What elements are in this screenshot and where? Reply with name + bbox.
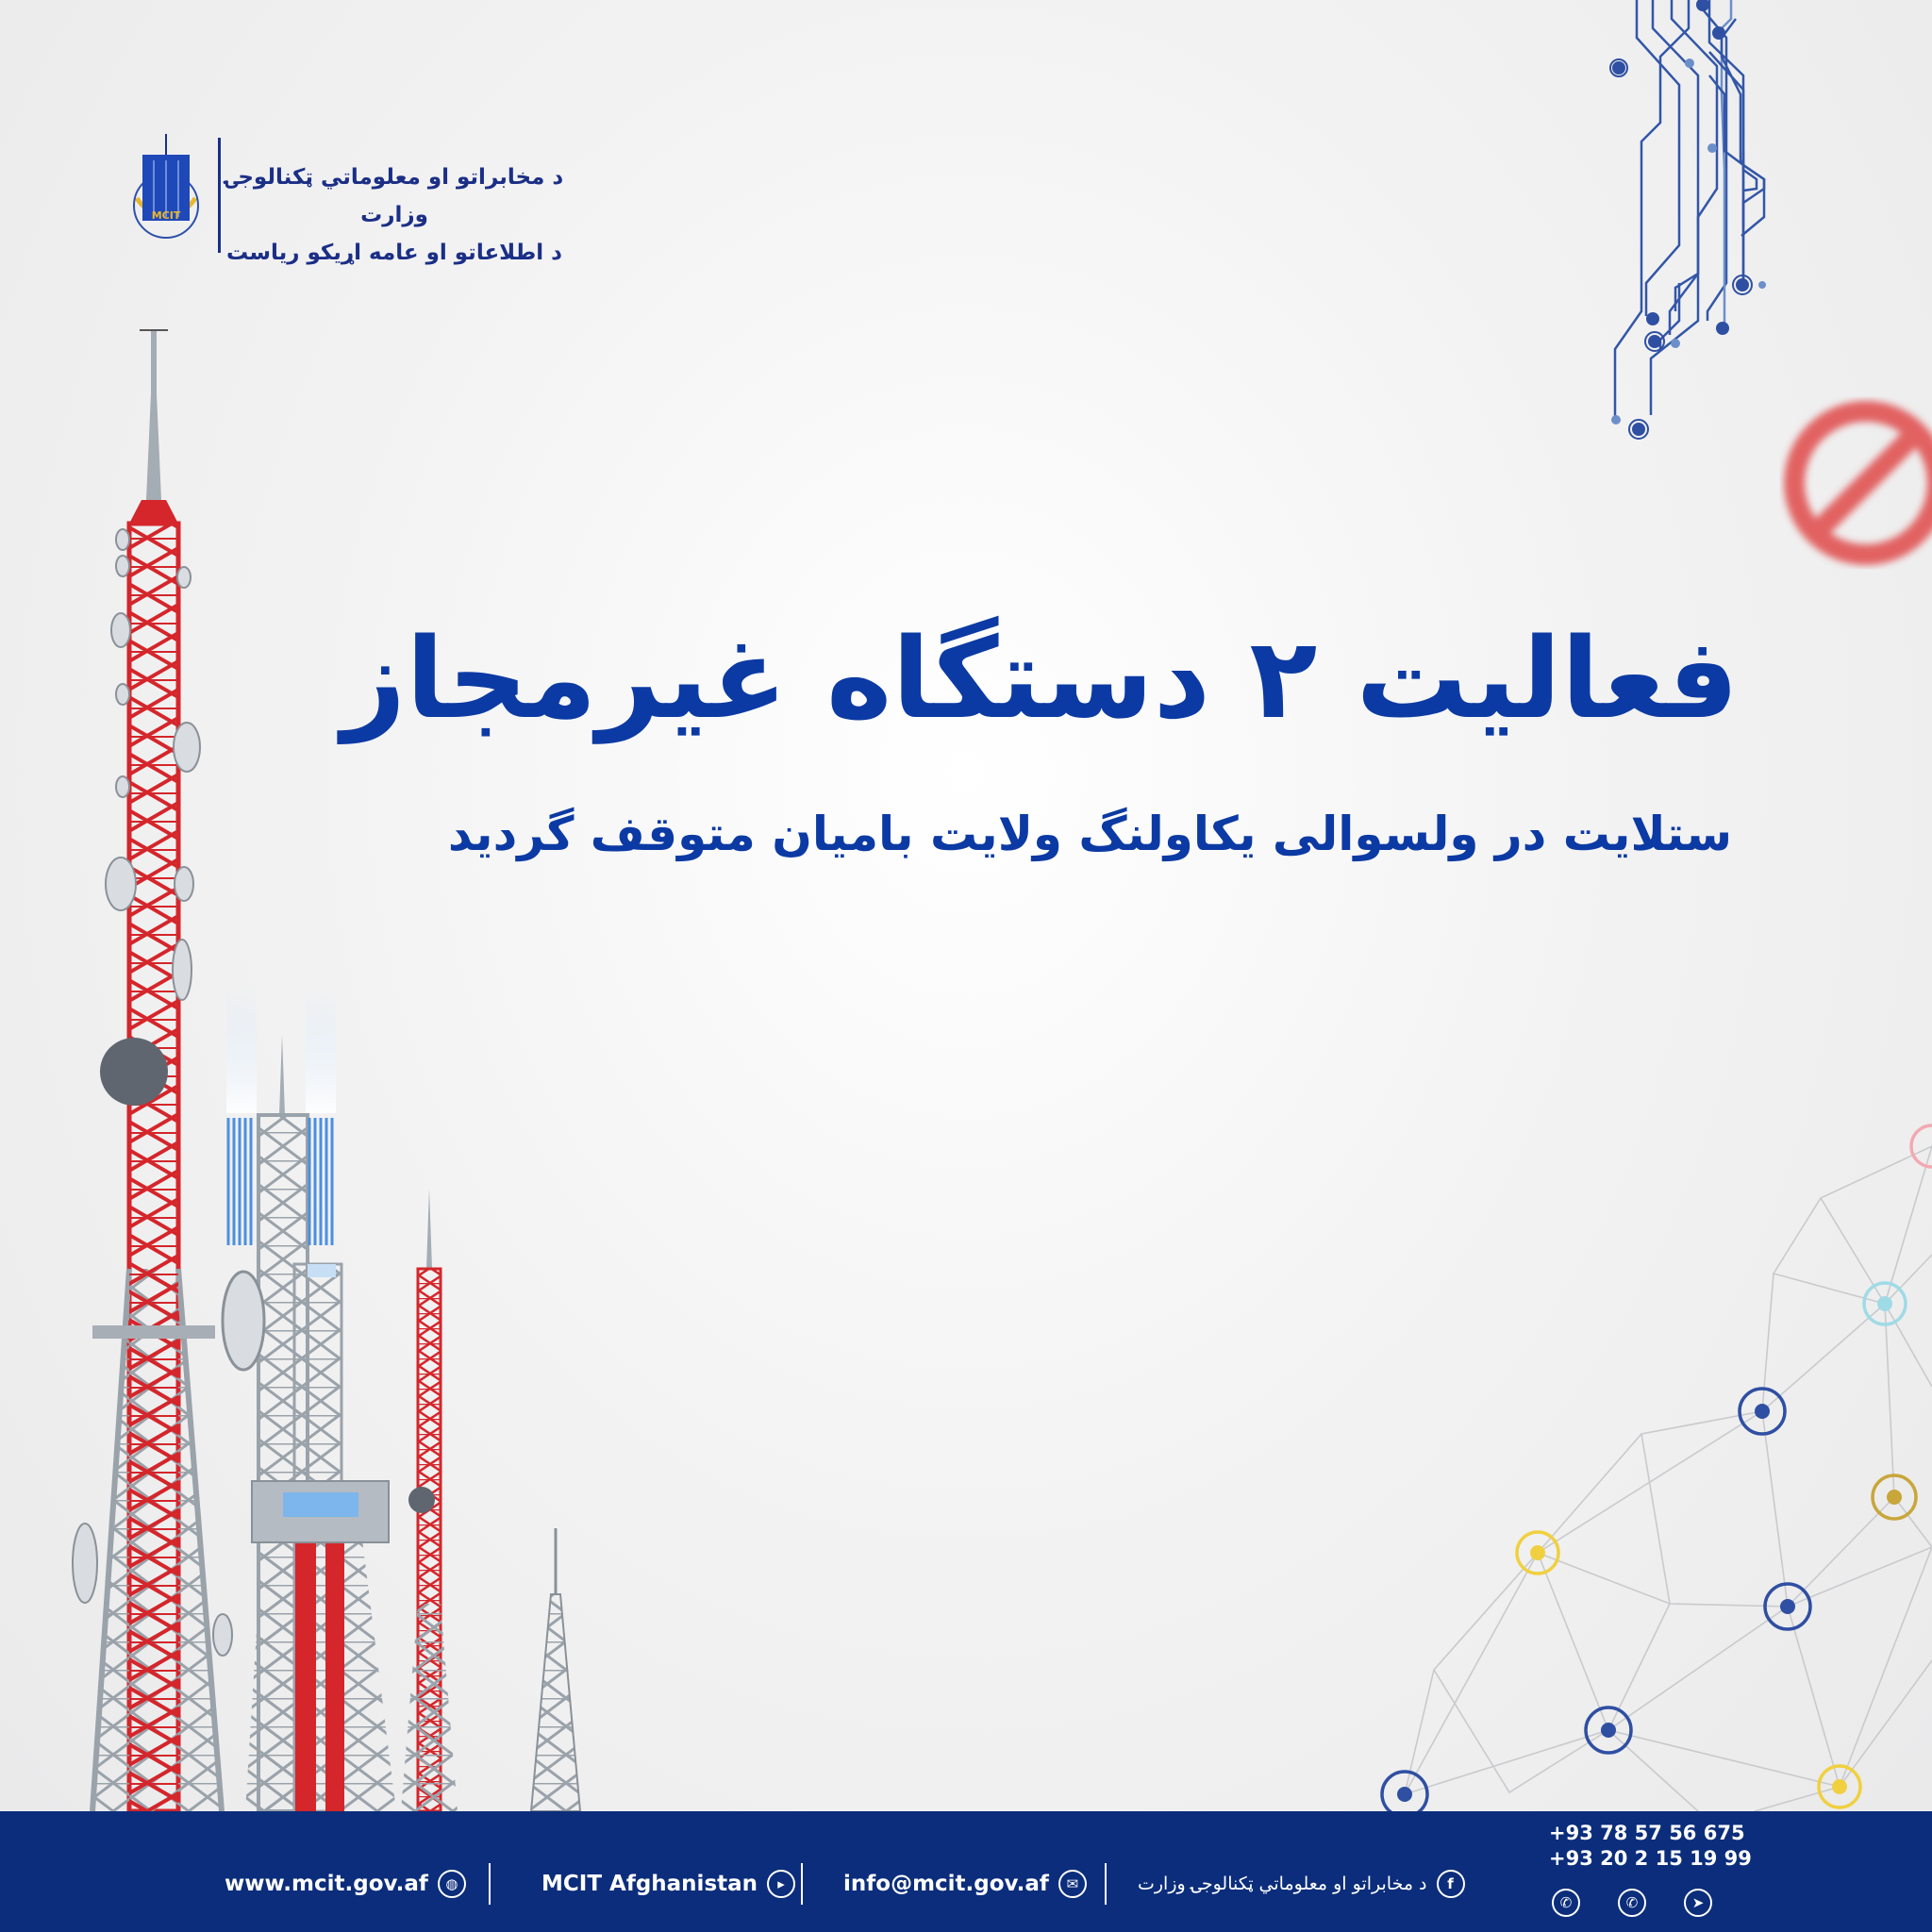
phone-numbers xyxy=(1549,1821,1752,1872)
facebook-link[interactable] xyxy=(1138,1870,1465,1898)
mail-icon: ✉ xyxy=(1058,1870,1087,1898)
mcit-logo xyxy=(127,132,205,243)
globe-icon: ◍ xyxy=(438,1870,466,1898)
tower-main xyxy=(73,330,232,1811)
footer-divider xyxy=(1105,1863,1107,1905)
phone-1[interactable]: +93 78 57 56 675 xyxy=(1549,1822,1745,1844)
tower-small-red xyxy=(401,1189,458,1811)
email-text: info@mcit.gov.af xyxy=(843,1872,1049,1896)
ministry-name xyxy=(206,158,583,272)
phone-2[interactable]: +93 20 2 15 19 99 xyxy=(1549,1847,1752,1870)
website-text: www.mcit.gov.af xyxy=(225,1872,428,1896)
tower-tiny xyxy=(531,1528,580,1811)
facebook-text: د مخابراتو او معلوماتي ټکنالوجۍ وزارت xyxy=(1138,1874,1427,1894)
facebook-icon: f xyxy=(1437,1870,1465,1898)
youtube-icon: ▸ xyxy=(767,1870,795,1898)
footer-divider xyxy=(801,1863,803,1905)
ministry-name-line1: د مخابراتو او معلوماتي ټکنالوجۍ وزارت xyxy=(225,165,564,227)
whatsapp-icon[interactable]: ✆ xyxy=(1618,1889,1646,1917)
website-link[interactable] xyxy=(225,1870,466,1898)
contact-icons xyxy=(1552,1889,1712,1917)
network-graph xyxy=(1405,1146,1932,1811)
ministry-name-line2: د اطلاعاتو او عامه اړیکو ریاست xyxy=(225,241,562,265)
headline-title: فعالیت ۲ دستگاه غیرمجاز xyxy=(341,613,1739,743)
tower-secondary xyxy=(223,986,396,1811)
youtube-text: MCIT Afghanistan xyxy=(541,1872,758,1896)
footer-divider xyxy=(489,1863,491,1905)
prohibited-icon xyxy=(1794,411,1932,555)
network-nodes xyxy=(1382,1125,1932,1817)
youtube-link[interactable] xyxy=(541,1870,795,1898)
telegram-icon[interactable]: ➤ xyxy=(1684,1889,1712,1917)
headline-subtitle: ستلایت در ولسوالی یکاولنگ ولایت بامیان متوقف گردید xyxy=(447,807,1732,861)
footer-bar xyxy=(0,1811,1932,1932)
email-link[interactable] xyxy=(843,1870,1087,1898)
svg-text:MCIT: MCIT xyxy=(151,209,181,222)
phone-icon[interactable]: ✆ xyxy=(1552,1889,1580,1917)
